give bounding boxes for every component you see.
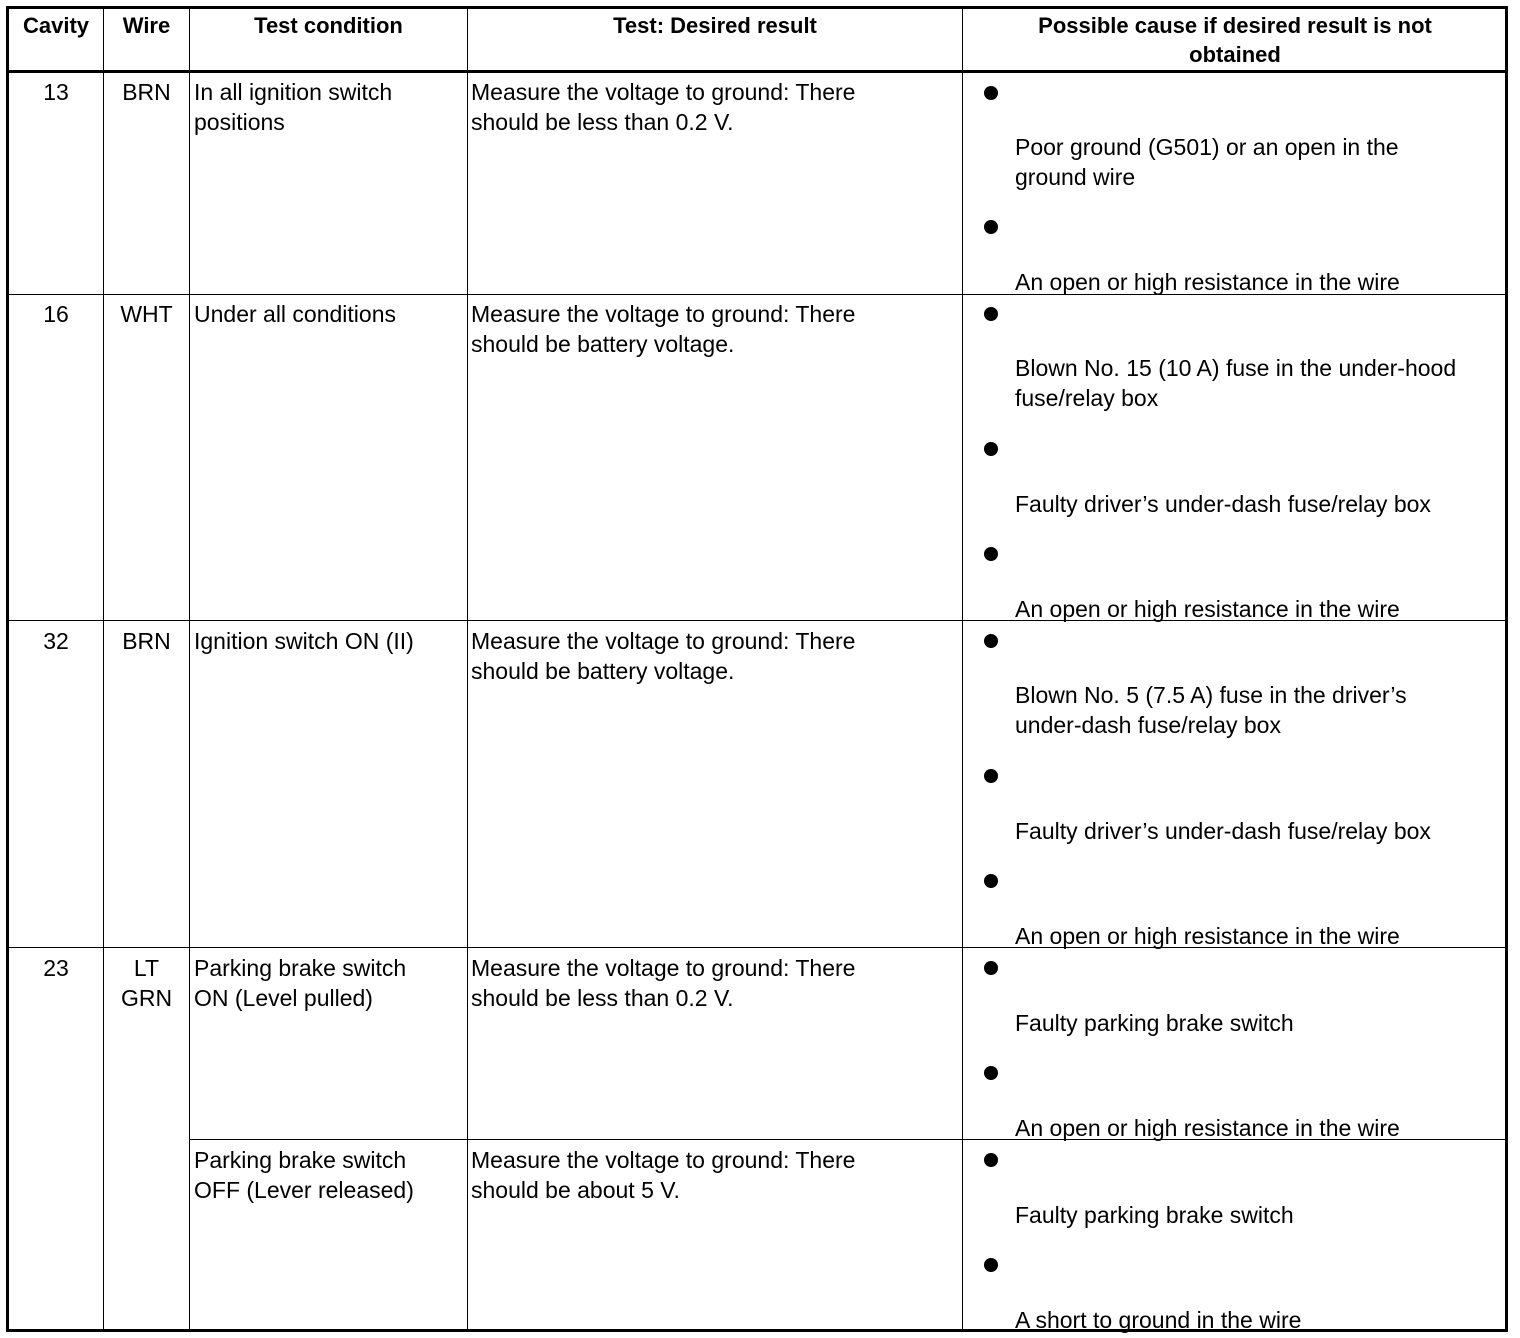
- cell-test-condition: Parking brake switch ON (Level pulled): [194, 955, 407, 1011]
- cell-wire: WHT: [120, 301, 173, 327]
- header-divider: [7, 70, 1507, 73]
- bullet-icon: [984, 634, 998, 648]
- bullet-icon: [984, 86, 998, 100]
- cell-cause: A short to ground in the wire: [1015, 1307, 1302, 1333]
- header-desired-result: Test: Desired result: [613, 13, 817, 38]
- bullet-icon: [984, 874, 998, 888]
- column-divider: [467, 8, 468, 1331]
- cell-test-condition: In all ignition switch positions: [194, 79, 393, 135]
- cell-test-condition: Under all conditions: [194, 301, 397, 327]
- column-divider: [103, 8, 104, 1331]
- cell-cause: An open or high resistance in the wire: [1015, 596, 1400, 622]
- header-possible-cause: Possible cause if desired result is not obtained: [1038, 13, 1432, 67]
- cell-cause: Blown No. 5 (7.5 A) fuse in the driver’s under-dash fuse/relay box: [1015, 682, 1407, 738]
- cell-desired-result: Measure the voltage to ground: There should be battery voltage.: [471, 628, 856, 684]
- cell-cavity: 16: [43, 301, 69, 327]
- cell-desired-result: Measure the voltage to ground: There should be less than 0.2 V.: [471, 79, 856, 135]
- cell-cavity: 23: [43, 955, 69, 981]
- column-divider: [962, 8, 963, 1331]
- cell-cause: An open or high resistance in the wire: [1015, 269, 1400, 295]
- cell-cause: Poor ground (G501) or an open in the ground wire: [1015, 134, 1399, 190]
- cell-cause: Faulty driver’s under-dash fuse/relay box: [1015, 491, 1431, 517]
- bullet-icon: [984, 547, 998, 561]
- bullet-icon: [984, 220, 998, 234]
- cell-cause: Blown No. 15 (10 A) fuse in the under-hood fuse/relay box: [1015, 355, 1457, 411]
- cell-cavity: 32: [43, 628, 69, 654]
- cell-cavity: 13: [43, 79, 69, 105]
- cell-cause: An open or high resistance in the wire: [1015, 923, 1400, 949]
- header-test-condition: Test condition: [254, 13, 403, 38]
- column-divider: [189, 8, 190, 1331]
- cell-test-condition: Ignition switch ON (II): [194, 628, 414, 654]
- cell-desired-result: Measure the voltage to ground: There should be less than 0.2 V.: [471, 955, 856, 1011]
- bullet-icon: [984, 307, 998, 321]
- cell-wire: LT GRN: [120, 955, 173, 1011]
- bullet-icon: [984, 1153, 998, 1167]
- bullet-icon: [984, 1258, 998, 1272]
- cell-wire: BRN: [122, 79, 171, 105]
- cell-cause: Faulty driver’s under-dash fuse/relay box: [1015, 818, 1431, 844]
- bullet-icon: [984, 961, 998, 975]
- cell-desired-result: Measure the voltage to ground: There should be battery voltage.: [471, 301, 856, 357]
- header-cavity: Cavity: [22, 13, 90, 38]
- cell-cause: Faulty parking brake switch: [1015, 1010, 1294, 1036]
- cell-wire: BRN: [122, 628, 171, 654]
- cell-desired-result: Measure the voltage to ground: There should be about 5 V.: [471, 1147, 856, 1203]
- header-wire: Wire: [122, 13, 171, 38]
- cell-test-condition: Parking brake switch OFF (Lever released): [194, 1147, 414, 1203]
- cell-cause: Faulty parking brake switch: [1015, 1202, 1294, 1228]
- cell-cause: An open or high resistance in the wire: [1015, 1115, 1400, 1141]
- bullet-icon: [984, 1066, 998, 1080]
- bullet-icon: [984, 769, 998, 783]
- bullet-icon: [984, 442, 998, 456]
